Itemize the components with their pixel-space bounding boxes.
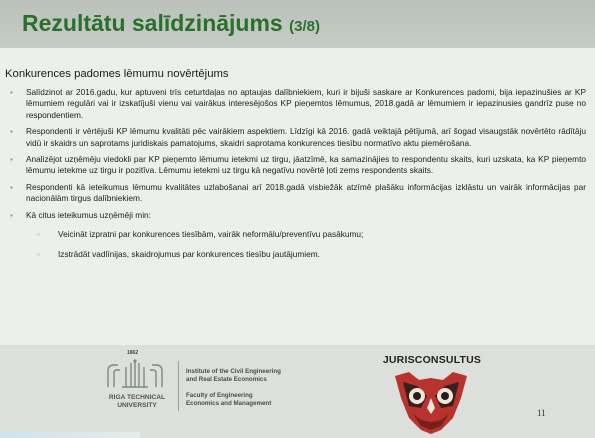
sub-bullet-text: Veicināt izpratni par konkurences tiesībām, vairāk neformālu/preventīvu pasākumu;: [58, 229, 364, 240]
rtu-year: 1862: [127, 350, 139, 356]
rtu-name: [101, 394, 173, 410]
slide-subtitle: Konkurences padomes lēmumu novērtējums: [5, 68, 229, 80]
bullet-icon: ▪: [10, 155, 13, 165]
page-number: 11: [537, 408, 546, 418]
sub-bullet-list: [10, 229, 586, 261]
faculty-text: [186, 392, 271, 407]
owl-logo-icon: [391, 368, 471, 434]
bullet-text: Analizējot uzņēmēju viedokli par KP pieņemto lēmumu ietekmi uz tirgu, jāatzīmē, ka samazinājies to respondentu skaits, kuri uzskata, ka KP pieņemto lēmumu ietekme uz tirgu ir pozitīva. Lēmumu ietekmi uz tirgu kā negatīvu novērtē ļoti zems respondents skaits.: [26, 154, 586, 176]
bullet-icon: ▪: [10, 127, 13, 137]
footer-divider: [178, 361, 179, 411]
faculty-line2: Economics and Management: [186, 399, 272, 407]
sub-bullet-icon: ▫: [37, 230, 40, 240]
institute-line1: Institute of the Civil Engineering: [186, 368, 281, 375]
rtu-logo-icon: [100, 357, 170, 393]
institute-line2: and Real Estate Economics: [186, 375, 267, 383]
bullet-text: Kā citus ieteikumus uzņēmēji min:: [26, 209, 151, 220]
bullet-item: [10, 87, 586, 121]
bullet-icon: ▪: [10, 182, 13, 192]
sub-bullet-item: [10, 249, 586, 260]
sub-bullet-item: [10, 229, 586, 240]
slide-title-text: Rezultātu salīdzinājums: [22, 10, 283, 36]
footer: [0, 345, 595, 438]
bullet-item: [10, 126, 586, 149]
bullet-item: [10, 154, 586, 177]
bullet-item: [10, 182, 586, 205]
slide-title-page: (3/8): [289, 18, 320, 35]
bottom-accent: [0, 432, 140, 438]
slide-title: [22, 10, 320, 37]
rtu-name-line1: RIGA TECHNICAL: [108, 394, 166, 401]
bullet-item: [10, 210, 586, 221]
bullet-text: Salīdzinot ar 2016.gadu, kur aptuveni trīs ceturtdaļas no aptaujas dalībniekiem, kuri ir bijuši saskare ar Konkurences padomi, bija iepazinušies ar KP lēmumiem regulāri vai ir izskatījuši vienu vai vairākus interesējošos KP pieņemtos lēmumus, 2018.gadā ar lēmumiem ir iepazinusies gandrīz puse no respondentiem.: [26, 87, 586, 120]
bullet-text: Respondenti kā ieteikumus lēmumu kvalitātes uzlabošanai arī 2018.gadā visbiežāk atzīmē plašāku informācijas izklāstu un vairāk informācijas par nacionālām tirgus dalībniekiem.: [26, 181, 586, 204]
bullet-text: Respondenti ir vērtējuši KP lēmumu kvalitāti pēc vairākiem aspektiem. Līdzīgi kā 2016. gadā veiktajā pētījumā, arī šogad visaugstāk novērtēto rādītāju vidū ir skaidrs un saprotams juridiskais pamatojums, skaidri saprotama konkurences tiesību normatīvo aktu piemērošana.: [26, 126, 586, 148]
sub-bullet-text: Izstrādāt vadlīnijas, skaidrojumus par konkurences tiesību jautājumiem.: [58, 249, 320, 260]
sub-bullet-icon: ▫: [37, 250, 40, 260]
bullet-icon: ▪: [10, 210, 13, 220]
bullet-icon: ▪: [10, 88, 13, 97]
faculty-line1: Faculty of Engineering: [186, 392, 253, 399]
partner-name: JURISCONSULTUS: [382, 354, 482, 366]
institute-text: [186, 368, 281, 383]
rtu-name-line2: UNIVERSITY: [117, 402, 157, 409]
bullet-list: [10, 87, 586, 270]
